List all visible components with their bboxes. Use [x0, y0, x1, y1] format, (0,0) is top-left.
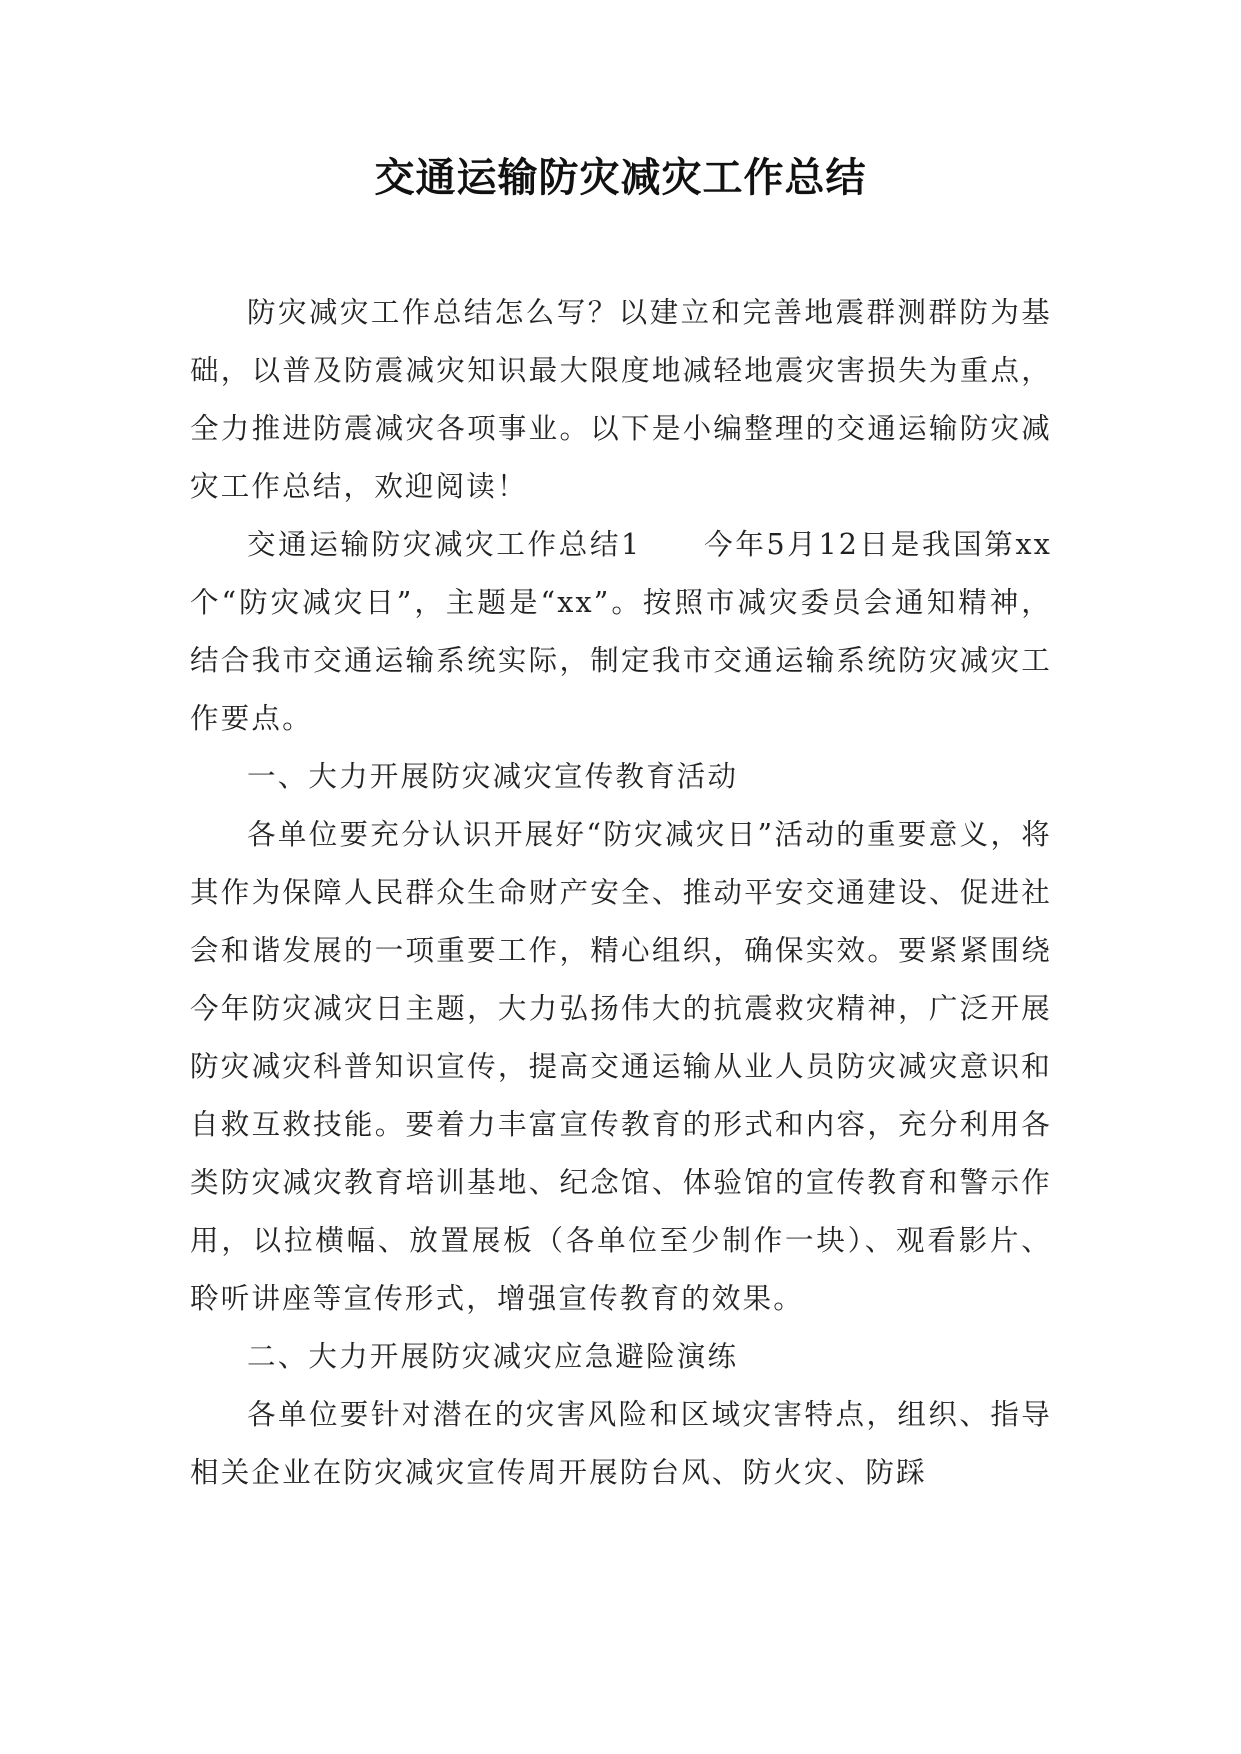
document-body: [190, 284, 1052, 1502]
section-1-paragraph: 各单位要充分认识开展好“防灾减灾日”活动的重要意义，将其作为保障人民群众生命财产安全、推动平安交通建设、促进社会和谐发展的一项重要工作，精心组织，确保实效。要紧紧围绕今年防灾减灾日主题，大力弘扬伟大的抗震救灾精神，广泛开展防灾减灾科普知识宣传，提高交通运输从业人员防灾减灾意识和自救互救技能。要着力丰富宣传教育的形式和内容，充分利用各类防灾减灾教育培训基地、纪念馆、体验馆的宣传教育和警示作用，以拉横幅、放置展板（各单位至少制作一块）、观看影片、聆听讲座等宣传形式，增强宣传教育的效果。: [190, 818, 1052, 1315]
intro-paragraph: 防灾减灾工作总结怎么写？以建立和完善地震群测群防为基础，以普及防震减灾知识最大限度地减轻地震灾害损失为重点，全力推进防震减灾各项事业。以下是小编整理的交通运输防灾减灾工作总结，欢迎阅读！: [190, 296, 1052, 503]
section-heading-1: 一、大力开展防灾减灾宣传教育活动: [247, 760, 739, 793]
summary-1-paragraph: 交通运输防灾减灾工作总结1 今年5月12日是我国第xx个“防灾减灾日”，主题是“xx”。按照市减灾委员会通知精神，结合我市交通运输系统实际，制定我市交通运输系统防灾减灾工作要点。: [190, 528, 1052, 735]
document-title: 交通运输防灾减灾工作总结: [374, 154, 867, 201]
section-heading-2: 二、大力开展防灾减灾应急避险演练: [247, 1340, 739, 1373]
section-2-paragraph: 各单位要针对潜在的灾害风险和区域灾害特点，组织、指导相关企业在防灾减灾宣传周开展防台风、防火灾、防踩: [190, 1398, 1052, 1489]
